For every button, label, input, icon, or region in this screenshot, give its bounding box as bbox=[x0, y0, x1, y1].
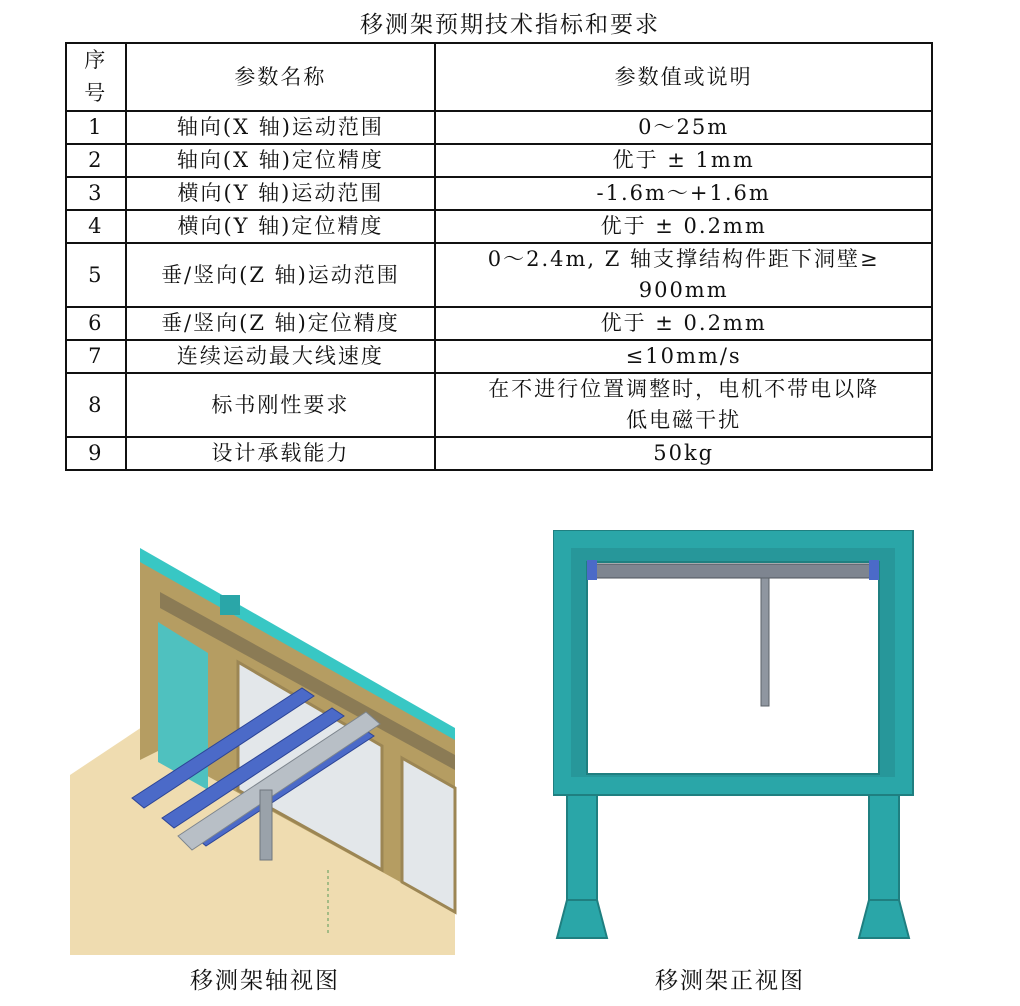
row-value bbox=[435, 373, 932, 437]
row-value-line2: 900mm bbox=[638, 278, 729, 302]
header-name: 参数名称 bbox=[126, 43, 436, 111]
front-view-figure bbox=[553, 530, 915, 940]
header-index-line2: 号 bbox=[84, 81, 108, 105]
row-name: 垂/竖向(Z 轴)定位精度 bbox=[126, 307, 436, 340]
row-value-line1: 0～2.4m, Z 轴支撑结构件距下洞壁≥ bbox=[487, 247, 880, 271]
row-index: 4 bbox=[66, 210, 126, 243]
row-value: 优于 ± 1mm bbox=[435, 144, 932, 177]
page-title: 移测架预期技术指标和要求 bbox=[360, 12, 660, 38]
table-row bbox=[66, 373, 932, 437]
left-foot bbox=[557, 900, 607, 938]
header-index-line1: 序 bbox=[84, 48, 108, 72]
row-index: 9 bbox=[66, 437, 126, 470]
header-value: 参数值或说明 bbox=[435, 43, 932, 111]
right-caption: 移测架正视图 bbox=[655, 968, 805, 994]
table-row bbox=[66, 307, 932, 340]
left-caption: 移测架轴视图 bbox=[190, 968, 340, 994]
row-name: 连续运动最大线速度 bbox=[126, 340, 436, 373]
table-row bbox=[66, 437, 932, 470]
row-value: -1.6m～+1.6m bbox=[435, 177, 932, 210]
row-name: 轴向(X 轴)运动范围 bbox=[126, 111, 436, 144]
table-header-row bbox=[66, 43, 932, 111]
row-value-line2: 低电磁干扰 bbox=[626, 408, 742, 432]
top-beam bbox=[591, 564, 875, 578]
row-name: 标书刚性要求 bbox=[126, 373, 436, 437]
z-axis-rod bbox=[761, 578, 769, 706]
spec-table bbox=[65, 42, 933, 471]
row-value-line1: 在不进行位置调整时，电机不带电以降 bbox=[488, 377, 880, 401]
z-probe bbox=[260, 790, 272, 860]
right-leg bbox=[869, 795, 899, 910]
row-name: 轴向(X 轴)定位精度 bbox=[126, 144, 436, 177]
frame-opening bbox=[587, 562, 879, 774]
table-row bbox=[66, 144, 932, 177]
row-value: 50kg bbox=[435, 437, 932, 470]
beam-end-left bbox=[587, 560, 597, 580]
row-index: 3 bbox=[66, 177, 126, 210]
row-name: 横向(Y 轴)定位精度 bbox=[126, 210, 436, 243]
row-name: 垂/竖向(Z 轴)运动范围 bbox=[126, 243, 436, 307]
right-foot bbox=[859, 900, 909, 938]
table-row bbox=[66, 243, 932, 307]
beam-end-right bbox=[869, 560, 879, 580]
table-row bbox=[66, 210, 932, 243]
row-index: 8 bbox=[66, 373, 126, 437]
axonometric-view-figure bbox=[70, 540, 460, 955]
row-value: 优于 ± 0.2mm bbox=[435, 210, 932, 243]
row-index: 5 bbox=[66, 243, 126, 307]
row-index: 7 bbox=[66, 340, 126, 373]
table-row bbox=[66, 111, 932, 144]
row-index: 2 bbox=[66, 144, 126, 177]
row-value: 0～25m bbox=[435, 111, 932, 144]
row-name: 横向(Y 轴)运动范围 bbox=[126, 177, 436, 210]
row-value: 优于 ± 0.2mm bbox=[435, 307, 932, 340]
row-value: ≤10mm/s bbox=[435, 340, 932, 373]
header-index bbox=[66, 43, 126, 111]
left-leg bbox=[567, 795, 597, 910]
bracket bbox=[220, 595, 240, 615]
row-index: 6 bbox=[66, 307, 126, 340]
table-row bbox=[66, 177, 932, 210]
row-value bbox=[435, 243, 932, 307]
row-name: 设计承载能力 bbox=[126, 437, 436, 470]
table-row bbox=[66, 340, 932, 373]
row-index: 1 bbox=[66, 111, 126, 144]
